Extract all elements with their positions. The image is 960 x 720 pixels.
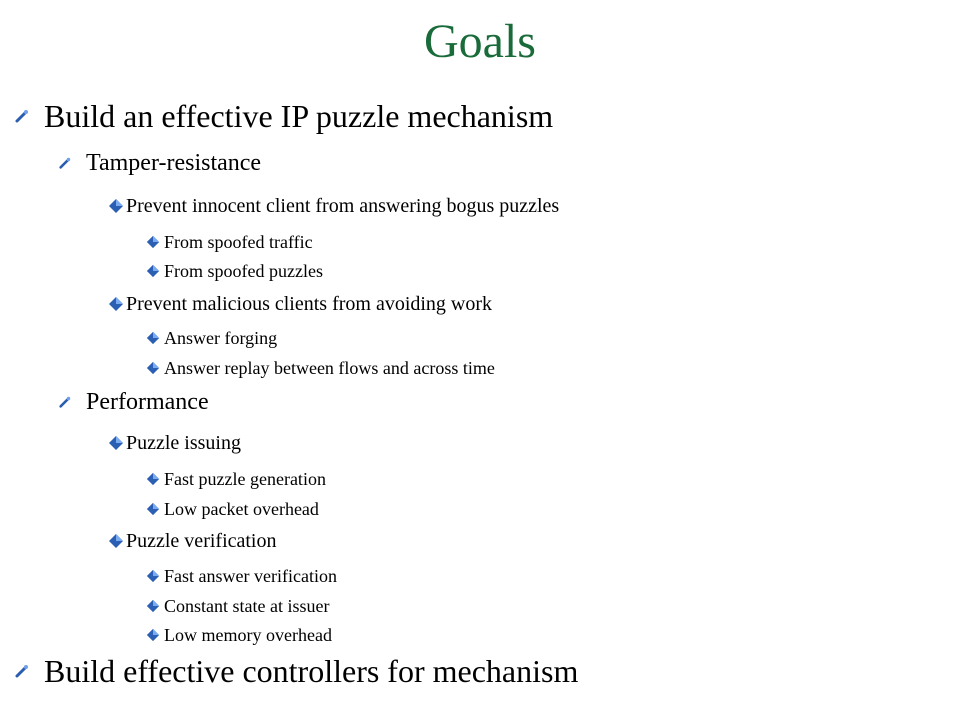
slide-title: Goals (424, 15, 536, 68)
diamond-bullet-icon (146, 502, 160, 516)
diamond-bullet-icon (108, 533, 124, 549)
bullet-item (146, 231, 313, 253)
bullet-text: Low packet overhead (164, 499, 319, 519)
bullet-text: Fast answer verification (164, 566, 337, 586)
diamond-bullet-icon (146, 361, 160, 375)
diamond-bullet-icon (108, 435, 124, 451)
diamond-bullet-icon (146, 599, 160, 613)
bullet-text: Prevent innocent client from answering bogus puzzles (126, 195, 560, 217)
arrow-bullet-icon (14, 663, 30, 679)
diamond-bullet-icon (146, 331, 160, 345)
diamond-bullet-icon (146, 569, 160, 583)
bullet-item (108, 431, 241, 455)
bullet-text: Build effective controllers for mechanism (44, 653, 579, 689)
diamond-bullet-icon (146, 628, 160, 642)
bullet-item (108, 529, 277, 553)
bullet-item (146, 327, 277, 349)
bullet-text: From spoofed traffic (164, 232, 313, 252)
arrow-bullet-icon (14, 108, 30, 124)
bullet-item (146, 357, 495, 379)
bullet-text: Fast puzzle generation (164, 469, 326, 489)
bullet-item (14, 653, 578, 689)
bullet-text: Low memory overhead (164, 625, 332, 645)
bullet-text: Puzzle verification (126, 530, 277, 552)
bullet-text: Answer replay between flows and across time (164, 358, 495, 378)
bullet-text: Build an effective IP puzzle mechanism (44, 98, 554, 134)
bullet-text: From spoofed puzzles (164, 261, 323, 281)
bullet-item (58, 149, 261, 177)
bullet-item (146, 565, 337, 587)
diamond-bullet-icon (146, 264, 160, 278)
arrow-bullet-icon (58, 395, 72, 409)
bullet-text: Answer forging (164, 328, 278, 348)
arrow-bullet-icon (58, 156, 72, 170)
bullet-item (146, 595, 329, 617)
bullet-text: Puzzle issuing (126, 432, 241, 454)
bullet-text: Constant state at issuer (164, 596, 330, 616)
diamond-bullet-icon (108, 198, 124, 214)
bullet-item (146, 624, 332, 646)
diamond-bullet-icon (146, 472, 160, 486)
bullet-item (108, 194, 559, 218)
bullet-item (58, 388, 209, 416)
bullet-item (146, 260, 323, 282)
bullet-text: Prevent malicious clients from avoiding work (126, 293, 493, 315)
bullet-item (146, 498, 319, 520)
bullet-item (14, 98, 553, 134)
diamond-bullet-icon (146, 235, 160, 249)
bullet-text: Tamper-resistance (86, 150, 262, 176)
bullet-item (146, 468, 326, 490)
bullet-item (108, 292, 492, 316)
bullet-text: Performance (86, 389, 209, 415)
diamond-bullet-icon (108, 296, 124, 312)
